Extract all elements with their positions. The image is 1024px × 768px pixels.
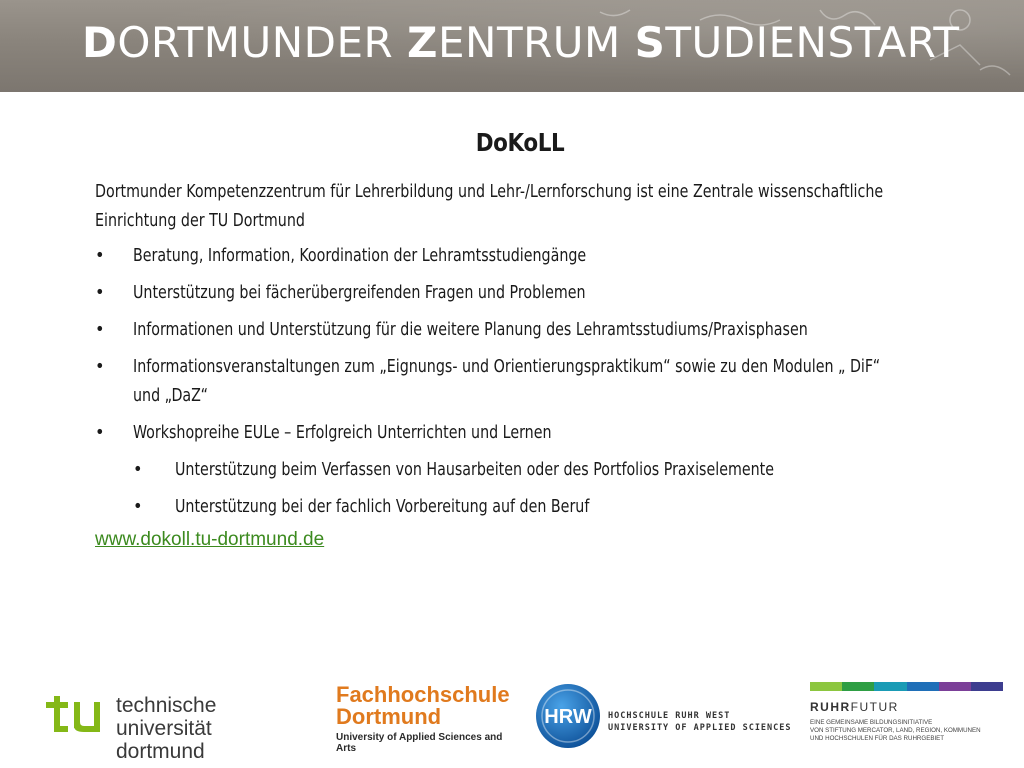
hrw-line2: UNIVERSITY OF APPLIED SCIENCES <box>608 723 792 733</box>
ruhrfutur-logo <box>810 682 1010 762</box>
list-item-text: Unterstützung beim Verfassen von Hausarbeiten oder des Portfolios Praxiselemente <box>175 459 775 480</box>
header-banner <box>0 0 1024 92</box>
hrw-badge-text: HRW <box>544 706 592 728</box>
ruhrfutur-bar-segment <box>971 682 1003 691</box>
sub-list-item <box>133 492 945 521</box>
tu-logo-text <box>116 694 316 763</box>
ruhrfutur-color-bar <box>810 682 1003 691</box>
tu-line1: technische universität <box>116 694 217 740</box>
list-item-text: Informationsveranstaltungen zum „Eignungs- und Orientierungspraktikum“ sowie zu den Modulen „ DiF“ und „DaZ“ <box>133 356 881 406</box>
bullet-icon: • <box>95 245 105 266</box>
ruhrfutur-subtitle: EINE GEMEINSAME BILDUNGSINITIATIVE VON STIFTUNG MERCATOR, LAND, REGION, KOMMUNEN UND HOCHSCHULEN FÜR DAS RUHRGEBIET <box>810 719 981 742</box>
list-item-text: Beratung, Information, Koordination der Lehramtsstudiengänge <box>133 245 587 266</box>
hrw-logo-text <box>608 710 792 734</box>
list-item-text: Unterstützung bei fächerübergreifenden Fragen und Problemen <box>133 282 586 303</box>
hrw-line1: HOCHSCHULE RUHR WEST <box>608 711 731 721</box>
tu-line2: dortmund <box>116 740 205 763</box>
intro-paragraph <box>95 177 945 235</box>
tu-dortmund-logo <box>46 690 316 763</box>
bullet-icon: • <box>95 356 105 377</box>
list-item <box>95 418 945 521</box>
ruhrfutur-bar-segment <box>842 682 874 691</box>
list-item <box>95 352 945 410</box>
banner-title: DORTMUNDER ZENTRUM STUDIENSTART <box>82 18 960 67</box>
intro-text: Dortmunder Kompetenzzentrum für Lehrerbildung und Lehr-/Lernforschung ist eine Zentrale wissenschaftliche Einrichtung der TU Dortmund <box>95 181 884 231</box>
bullet-icon: • <box>133 459 143 480</box>
ruhrfutur-bar-segment <box>810 682 842 691</box>
list-item <box>95 241 945 270</box>
bullet-icon: • <box>95 319 105 340</box>
fh-line1: Fachhochschule <box>336 682 510 707</box>
dokoll-website-link[interactable]: www.dokoll.tu-dortmund.de <box>95 529 325 550</box>
list-item <box>95 278 945 307</box>
fh-line2: Dortmund <box>336 704 442 729</box>
ruhrfutur-name: RUHRFUTUR <box>810 700 899 714</box>
list-item-text: Informationen und Unterstützung für die weitere Planung des Lehramtsstudiums/Praxisphasen <box>133 319 808 340</box>
list-item <box>95 315 945 344</box>
ruhrfutur-bar-segment <box>907 682 939 691</box>
bullet-icon: • <box>95 422 105 443</box>
list-item-text: Workshopreihe EULe – Erfolgreich Unterrichten und Lernen <box>133 422 552 443</box>
sub-bullet-list <box>133 455 945 521</box>
tu-logo-icon <box>46 696 108 738</box>
slide-content <box>95 128 945 551</box>
bullet-icon: • <box>133 496 143 517</box>
list-item-text: Unterstützung bei der fachlich Vorbereitung auf den Beruf <box>175 496 590 517</box>
bullet-icon: • <box>95 282 105 303</box>
ruhrfutur-bar-segment <box>939 682 971 691</box>
ruhrfutur-bar-segment <box>874 682 906 691</box>
hrw-badge-icon <box>534 682 602 750</box>
fh-line3: University of Applied Sciences and Arts <box>336 732 503 754</box>
hrw-logo <box>534 682 794 748</box>
slide-title: DoKoLL <box>475 128 565 157</box>
partner-logos-footer <box>0 670 1024 768</box>
sub-list-item <box>133 455 945 484</box>
fh-dortmund-logo <box>336 682 516 754</box>
bullet-list <box>95 241 945 521</box>
